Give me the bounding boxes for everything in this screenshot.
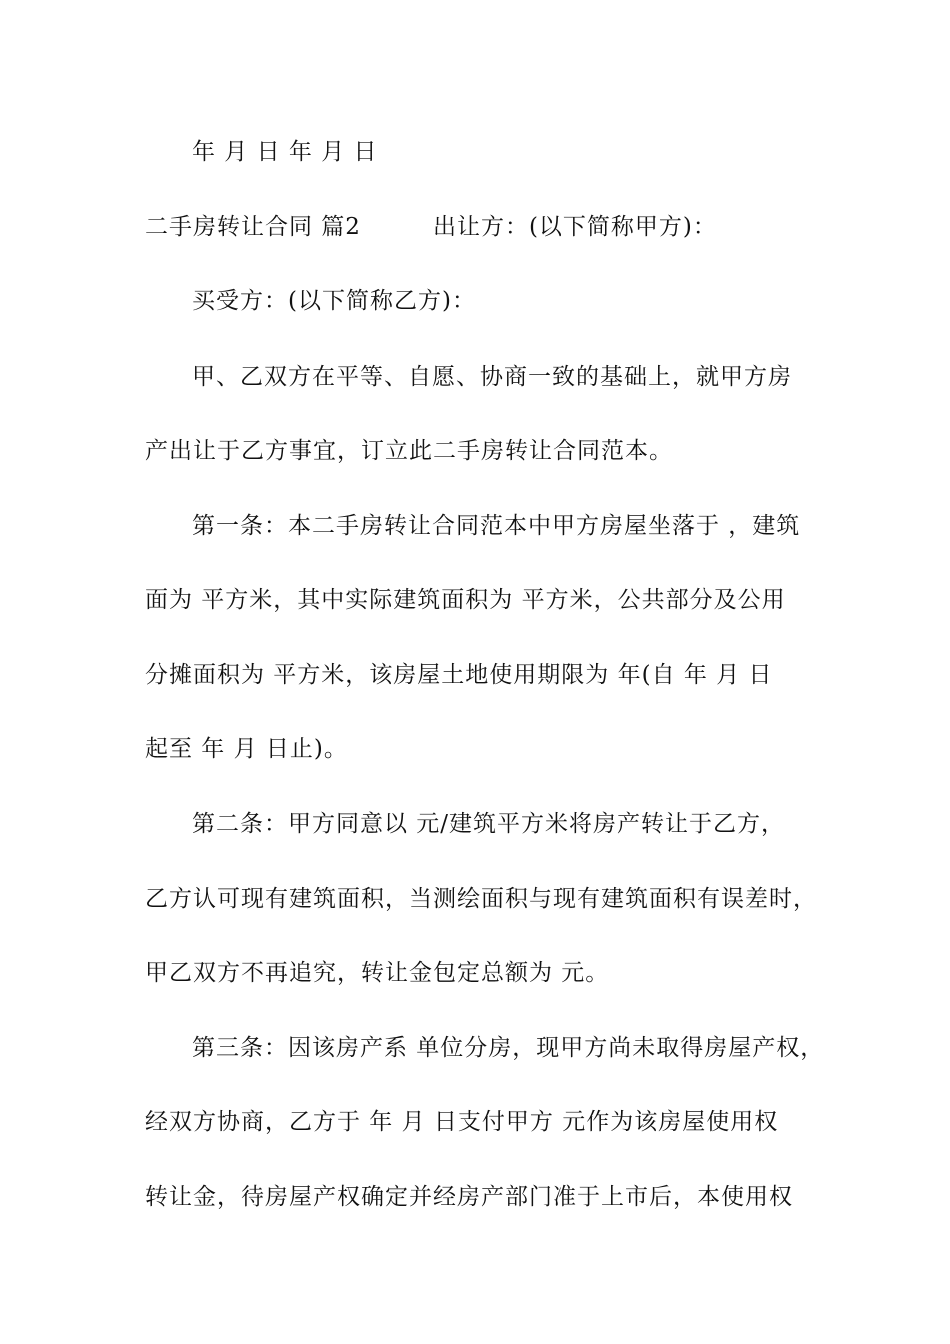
article-1-line-1: 第一条：本二手房转让合同范本中甲方房屋坐落于 ，建筑 xyxy=(192,513,801,539)
article-2-line-3: 甲乙双方不再追究，转让金包定总额为 元。 xyxy=(145,960,610,986)
contract-title-line: 二手房转让合同 篇2 出让方：(以下简称甲方)： xyxy=(145,214,717,240)
buyer-line: 买受方：(以下简称乙方)： xyxy=(192,288,476,314)
date-line: 年 月 日 年 月 日 xyxy=(192,139,378,165)
article-1-line-2: 面为 平方米，其中实际建筑面积为 平方米，公共部分及公用 xyxy=(145,587,786,613)
paragraph-intro-line-1: 甲、乙双方在平等、自愿、协商一致的基础上，就甲方房 xyxy=(192,364,792,390)
article-1-line-4: 起至 年 月 日止)。 xyxy=(145,736,348,762)
article-3-line-3: 转让金，待房屋产权确定并经房产部门准于上市后，本使用权 xyxy=(145,1184,793,1210)
article-1-line-3: 分摊面积为 平方米，该房屋土地使用期限为 年(自 年 月 日 xyxy=(145,662,773,688)
article-2-line-2: 乙方认可现有建筑面积，当测绘面积与现有建筑面积有误差时， xyxy=(145,886,817,912)
article-3-line-1: 第三条：因该房产系 单位分房，现甲方尚未取得房屋产权， xyxy=(192,1035,825,1061)
article-2-line-1: 第二条：甲方同意以 元/建筑平方米将房产转让于乙方， xyxy=(192,811,786,837)
paragraph-intro-line-2: 产出让于乙方事宜，订立此二手房转让合同范本。 xyxy=(145,438,673,464)
article-3-line-2: 经双方协商，乙方于 年 月 日支付甲方 元作为该房屋使用权 xyxy=(145,1109,779,1135)
